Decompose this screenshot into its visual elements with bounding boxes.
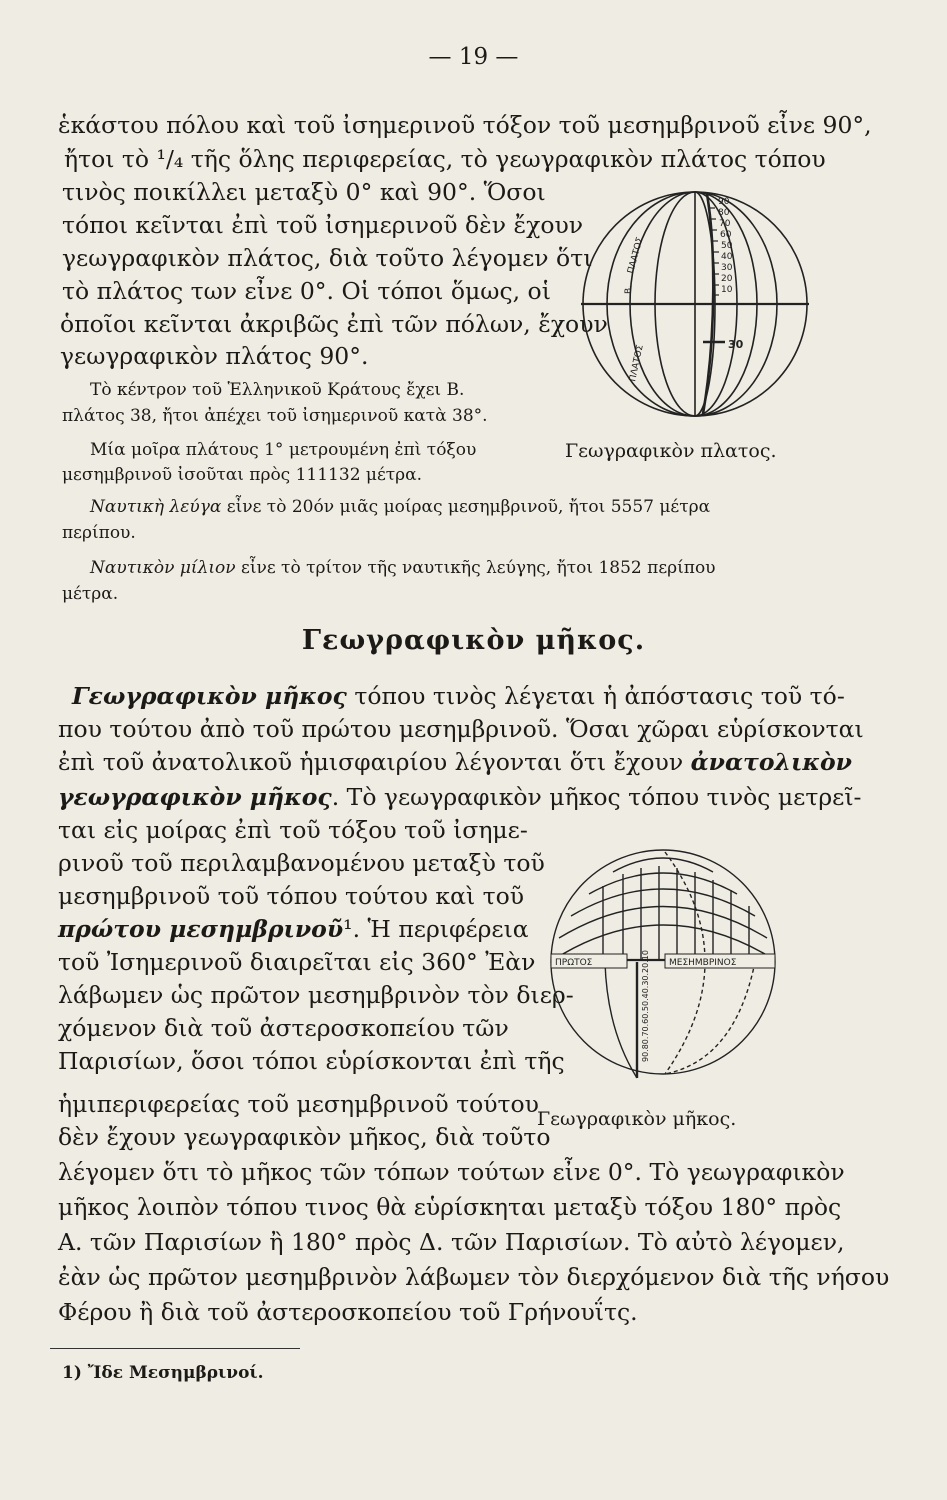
scale-label: 10 xyxy=(721,285,733,295)
text-line: λάβωμεν ὡς πρῶτον μεσημβρινὸν τὸν διερ- xyxy=(58,981,574,1009)
scale-label: 40 xyxy=(721,252,733,262)
text-line-small: Τὸ κέντρον τοῦ Ἑλληνικοῦ Κράτους ἔχει Β. xyxy=(90,380,465,400)
text-line: τοῦ Ἰσημερινοῦ διαιρεῖται εἰς 360° Ἐὰν xyxy=(58,948,536,976)
text-line: μεσημβρινοῦ τοῦ τόπου τούτου καὶ τοῦ xyxy=(58,882,525,910)
figure-label-platos-upper: ΠΛΑΤΟΣ xyxy=(626,236,646,275)
text-line xyxy=(72,679,845,713)
text-line-small: μέτρα. xyxy=(62,584,119,604)
figure-label-degrees: 90.80.70.60.50.40.30.20.10 xyxy=(641,950,650,1062)
term-nautical-mile: Ναυτικὸν μίλιον xyxy=(90,558,236,578)
scale-label: 60 xyxy=(720,230,732,240)
text-run: τόπου τινὸς λέγεται ἡ ἀπόστασις τοῦ τό- xyxy=(346,682,845,710)
text-line xyxy=(58,912,529,946)
section-heading: Γεωγραφικὸν μῆκος. xyxy=(301,625,646,656)
text-line: λέγομεν ὅτι τὸ μῆκος τῶν τόπων τούτων εἶνε 0°. Τὸ γεωγραφικὸν xyxy=(58,1158,845,1186)
figure-label-platos-lower: ΠΛΑΤΟΣ xyxy=(628,344,646,383)
text-line-small: μεσημβρινοῦ ἰσοῦται πρὸς 111132 μέτρα. xyxy=(62,465,423,485)
text-line: ἐὰν ὡς πρῶτον μεσημβρινὸν λάβωμεν τὸν διερχόμενον διὰ τῆς νήσου xyxy=(58,1263,890,1291)
text-line: γεωγραφικὸν πλάτος, διὰ τοῦτο λέγομεν ὅτι xyxy=(62,244,593,272)
scale-label: 20 xyxy=(721,274,733,284)
text-line: γεωγραφικὸν πλάτος 90°. xyxy=(60,342,369,370)
text-line: που τούτου ἀπὸ τοῦ πρώτου μεσημβρινοῦ. Ὅσαι χῶραι εὑρίσκονται xyxy=(58,715,864,743)
figure-label-mesimvrinos: ΜΕΣΗΜΒΡΙΝΟΣ xyxy=(669,958,737,968)
scale-label: 90 xyxy=(718,197,730,207)
figure-label-b: Β. xyxy=(624,284,634,294)
nautical-league-definition: εἶνε τὸ 20όν μιᾶς μοίρας μεσημβρινοῦ, ἤτοι 5557 μέτρα xyxy=(226,497,711,517)
longitude-figure xyxy=(545,830,785,1090)
text-line: ται εἰς μοίρας ἐπὶ τοῦ τόξου τοῦ ἰσημε- xyxy=(58,816,528,844)
text-line: Α. τῶν Παρισίων ἢ 180° πρὸς Δ. τῶν Παρισίων. Τὸ αὐτὸ λέγομεν, xyxy=(58,1228,845,1256)
page-number: — 19 — xyxy=(428,44,519,70)
scale-label: 30 xyxy=(721,263,733,273)
latitude-figure-caption: Γεωγραφικὸν πλατος. xyxy=(565,440,777,462)
text-line: ἡμιπεριφερείας τοῦ μεσημβρινοῦ τούτου xyxy=(58,1090,539,1118)
text-line: ἑκάστου πόλου καὶ τοῦ ἰσημερινοῦ τόξον τοῦ μεσημβρινοῦ εἶνε 90°, xyxy=(58,111,872,139)
text-line: ἤτοι τὸ ¹/₄ τῆς ὅλης περιφερείας, τὸ γεωγραφικὸν πλάτος τόπου xyxy=(64,145,826,173)
nautical-mile-definition: εἶνε τὸ τρίτον τῆς ναυτικῆς λεύγης, ἤτοι 1852 περίπου xyxy=(241,558,716,578)
scale-label: 70 xyxy=(719,219,731,229)
text-line: τινὸς ποικίλλει μεταξὺ 0° καὶ 90°. Ὅσοι xyxy=(62,178,546,206)
nautical-mile-line xyxy=(90,556,716,580)
footnote: 1) Ἴδε Μεσημβρινοί. xyxy=(62,1363,264,1383)
text-line: τὸ πλάτος των εἶνε 0°. Οἱ τόποι ὅμως, οἱ xyxy=(62,277,551,305)
figure-label-protos: ΠΡΩΤΟΣ xyxy=(555,958,593,968)
text-run: ¹. Ἡ περιφέρεια xyxy=(343,915,529,943)
italic-term: Γεωγραφικὸν μῆκος xyxy=(72,682,347,710)
text-line: χόμενον διὰ τοῦ ἀστεροσκοπείου τῶν xyxy=(58,1014,509,1042)
text-line-small: πλάτος 38, ἤτοι ἀπέχει τοῦ ἰσημερινοῦ κατὰ 38°. xyxy=(62,406,488,426)
text-line: ὁποῖοι κεῖνται ἀκριβῶς ἐπὶ τῶν πόλων, ἔχουν xyxy=(60,310,608,338)
text-line-small: Μία μοῖρα πλάτους 1° μετρουμένη ἐπὶ τόξου xyxy=(90,440,477,460)
footnote-rule xyxy=(50,1348,300,1349)
text-line: μῆκος λοιπὸν τόπου τινος θὰ εὑρίσκηται μεταξὺ τόξου 180° πρὸς xyxy=(58,1193,842,1221)
text-line: ρινοῦ τοῦ περιλαμβανομένου μεταξὺ τοῦ xyxy=(58,849,545,877)
nautical-league-line xyxy=(90,495,710,519)
scale-label: 50 xyxy=(721,241,733,251)
term-nautical-league: Ναυτικὴ λεύγα xyxy=(90,497,222,517)
text-run: ἐπὶ τοῦ ἀνατολικοῦ ἡμισφαιρίου λέγονται ὅτι ἔχουν xyxy=(58,748,691,776)
text-line: Φέρου ἢ διὰ τοῦ ἀστεροσκοπείου τοῦ Γρήνουΐτς. xyxy=(58,1298,638,1326)
text-line: δὲν ἔχουν γεωγραφικὸν μῆκος, διὰ τοῦτο xyxy=(58,1123,551,1151)
longitude-figure-caption: Γεωγραφικὸν μῆκος. xyxy=(537,1108,737,1130)
text-line xyxy=(58,745,852,779)
text-line xyxy=(58,780,862,814)
scale-label: 80 xyxy=(718,208,730,218)
text-line: Παρισίων, ὅσοι τόποι εὑρίσκονται ἐπὶ τῆς xyxy=(58,1047,565,1075)
italic-term: ἀνατολικὸν xyxy=(690,748,852,776)
italic-term: πρώτου μεσημβρινοῦ xyxy=(58,915,344,943)
figure-label-thirty: 30 xyxy=(728,338,744,351)
text-line-small: περίπου. xyxy=(62,523,136,543)
text-run: . Τὸ γεωγραφικὸν μῆκος τόπου τινὸς μετρεῖ- xyxy=(331,783,862,811)
text-line: τόποι κεῖνται ἐπὶ τοῦ ἰσημερινοῦ δὲν ἔχουν xyxy=(62,211,584,239)
italic-term: γεωγραφικὸν μῆκος xyxy=(58,783,332,811)
latitude-figure xyxy=(575,182,820,422)
